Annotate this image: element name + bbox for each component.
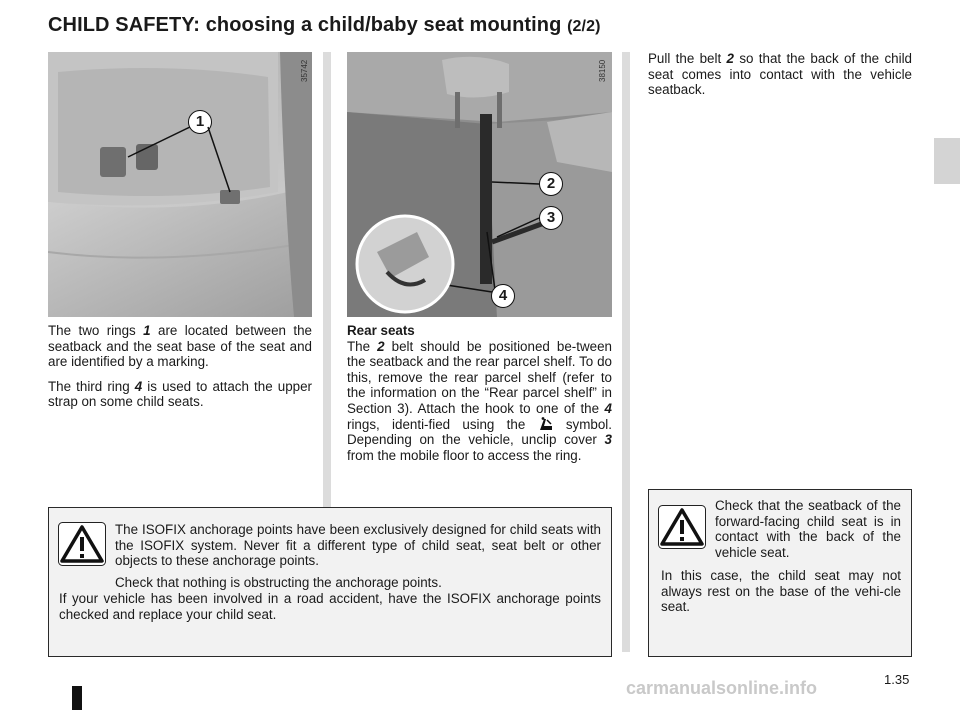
paragraph-pull-belt: Pull the belt 2 so that the back of the child seat comes into contact with the vehicle seatback. [648, 51, 912, 98]
callout-1: 1 [188, 110, 212, 134]
column-2-text [347, 323, 612, 472]
warning-isofix-line2: Check that nothing is obstructing the anchorage points. [115, 575, 442, 590]
corner-crop-mark [72, 686, 82, 710]
column-divider-left [323, 52, 331, 507]
page-title [48, 14, 601, 37]
warning-box-isofix [48, 507, 612, 657]
paragraph-third-ring: The third ring 4 is used to attach the upper strap on some child seats. [48, 378, 312, 410]
warning-box-seatback [648, 489, 912, 657]
warning-triangle-icon [58, 522, 106, 566]
callout-2: 2 [539, 172, 563, 196]
warning-seatback-line1: Check that the seatback of the forward-facing child seat is in contact with the back of the vehicle seat. [715, 498, 901, 560]
child-seat-symbol-icon [538, 417, 554, 431]
paragraph-rings-location: The two rings 1 are located between the seatback and the seat base of the seat and are identified by a marking. [48, 323, 312, 370]
page-number: 1.35 [884, 672, 910, 687]
page-title-suffix: (2/2) [567, 18, 601, 35]
watermark: carmanualsonline.info [626, 678, 818, 698]
callout-leader-lines-right [347, 52, 612, 317]
warning-isofix-line1: The ISOFIX anchorage points have been exclusively designed for child seats with the ISOFIX system. Never fit a different type of child seat, seat belt or other objects to these anchorage points. [115, 522, 601, 569]
photo-rear-parcel-shelf-belt [347, 52, 612, 317]
heading-rear-seats: Rear seats [347, 323, 415, 338]
warning-isofix-line3: If your vehicle has been involved in a road accident, have the ISOFIX anchorage points checked and replace your child seat. [59, 591, 601, 622]
figure-ref-left: 35742 [300, 59, 309, 82]
callout-leader-lines [48, 52, 312, 317]
warning-triangle-icon [658, 505, 706, 549]
callout-4: 4 [491, 284, 515, 308]
warning-seatback-line2: In this case, the child seat may not always rest on the base of the vehi-cle seat. [661, 568, 901, 615]
page-title-text: CHILD SAFETY: choosing a child/baby seat mounting [48, 14, 562, 36]
paragraph-rear-seats: The 2 belt should be positioned be-tween the seatback and the rear parcel shelf. To do this, remove the rear parcel shelf (refer to the information on the “Rear parcel shelf” in Section 3). Attach the hook to one of the 4 rings, identi-fied using the symbol. Depending on the vehicle, unclip cover 3 from the mobile floor to access the ring. [347, 338, 612, 463]
figure-ref-right: 38150 [598, 59, 607, 82]
column-1-text [48, 323, 312, 419]
photo-rear-seat-rings [48, 52, 312, 317]
column-3-text [648, 51, 912, 107]
column-divider-right [622, 52, 630, 652]
callout-3: 3 [539, 206, 563, 230]
section-tab [934, 138, 960, 184]
